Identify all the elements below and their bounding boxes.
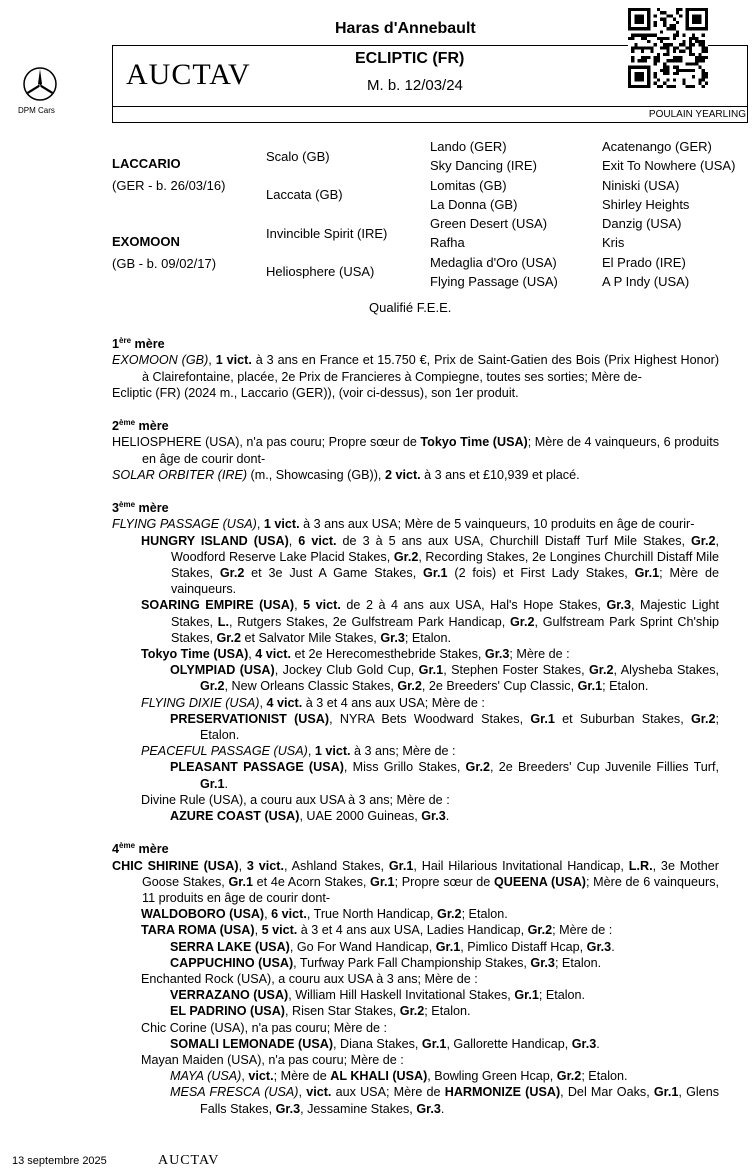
consignor-title: Haras d'Annebault: [335, 20, 476, 37]
produce-entry: SOMALI LEMONADE (USA), Diana Stakes, Gr.1, Gallorette Handicap, Gr.3.: [170, 1036, 600, 1051]
dam-entry: CHIC SHIRINE (USA), 3 vict., Ashland Stakes, Gr.1, Hail Hilarious Invitational Handicap, L.R., 3e Mother Goose Stakes, Gr.1 et 4e Acorn Stakes, Gr.1; Propre sœur de QUEENA (USA); Mère de 6 vainqueurs, 11 produits en âge de courir dont-: [112, 858, 719, 906]
dam-entry: FLYING PASSAGE (USA), 1 vict. à 3 ans aux USA; Mère de 5 vainqueurs, 10 produits en âge de courir-: [112, 517, 695, 532]
produce-entry: PEACEFUL PASSAGE (USA), 1 vict. à 3 ans; Mère de :: [141, 744, 456, 759]
produce-entry: MAYA (USA), vict.; Mère de AL KHALI (USA), Bowling Green Hcap, Gr.2; Etalon.: [170, 1069, 628, 1084]
produce-entry: TARA ROMA (USA), 5 vict. à 3 et 4 ans aux USA, Ladies Handicap, Gr.2; Mère de :: [141, 923, 613, 938]
pedigree-gen3-1: Sky Dancing (IRE): [430, 158, 537, 173]
produce-entry: Tokyo Time (USA), 4 vict. et 2e Herecomesthebride Stakes, Gr.3; Mère de :: [141, 647, 570, 662]
produce-entry: Chic Corine (USA), n'a pas couru; Mère de :: [141, 1020, 387, 1035]
sponsor-label: DPM Cars: [18, 106, 55, 115]
pedigree-sire: LACCARIO: [112, 156, 181, 171]
pedigree-gen2-0: Scalo (GB): [266, 149, 330, 164]
qr-code-icon[interactable]: [628, 8, 708, 88]
dam-entry: HELIOSPHERE (USA), n'a pas couru; Propre sœur de Tokyo Time (USA); Mère de 4 vainqueurs, 6 produits en âge de courir dont-: [112, 435, 719, 466]
pedigree-gen3-5: Rafha: [430, 235, 465, 250]
header-divider: [112, 106, 748, 107]
lot-category: POULAIN YEARLING: [648, 109, 746, 120]
pedigree-dam: EXOMOON: [112, 234, 180, 249]
produce-entry: CAPPUCHINO (USA), Turfway Park Fall Championship Stakes, Gr.3; Etalon.: [170, 955, 602, 970]
pedigree-gen4-5: Kris: [602, 235, 625, 250]
produce-entry: Divine Rule (USA), a couru aux USA à 3 ans; Mère de :: [141, 792, 450, 807]
dam-entry: EXOMOON (GB), 1 vict. à 3 ans en France et 15.750 €, Prix de Saint-Gatien des Bois (Prix Highest Honor) à Clairefontaine, placée, 2e Prix de Francieres à Compiegne, toutes ses sorties; Mère de-: [112, 353, 720, 384]
horse-subtitle: M. b. 12/03/24: [367, 77, 463, 94]
produce-entry: EL PADRINO (USA), Risen Star Stakes, Gr.2; Etalon.: [170, 1004, 471, 1019]
section-heading-1: 1ère mère: [112, 336, 165, 352]
pedigree-gen4-0: Acatenango (GER): [602, 139, 712, 154]
pedigree-gen4-3: Shirley Heights: [602, 197, 690, 212]
pedigree-gen4-6: El Prado (IRE): [602, 255, 686, 270]
produce-entry: PLEASANT PASSAGE (USA), Miss Grillo Stakes, Gr.2, 2e Breeders' Cup Juvenile Fillies Turf, Gr.1.: [170, 760, 719, 791]
produce-entry: WALDOBORO (USA), 6 vict., True North Handicap, Gr.2; Etalon.: [141, 907, 508, 922]
pedigree-gen4-2: Niniski (USA): [602, 178, 680, 193]
produce-entry: AZURE COAST (USA), UAE 2000 Guineas, Gr.3.: [170, 809, 450, 824]
pedigree-dam-info: (GB - b. 09/02/17): [112, 256, 217, 271]
produce-entry: FLYING DIXIE (USA), 4 vict. à 3 et 4 ans aux USA; Mère de :: [141, 695, 485, 710]
produce-entry: PRESERVATIONIST (USA), NYRA Bets Woodward Stakes, Gr.1 et Suburban Stakes, Gr.2; Etalon.: [170, 711, 719, 743]
mercedes-star-icon: [22, 66, 58, 102]
pedigree-sire-info: (GER - b. 26/03/16): [112, 178, 226, 193]
produce-entry: Mayan Maiden (USA), n'a pas couru; Mère de :: [141, 1053, 404, 1068]
pedigree-gen2-1: Laccata (GB): [266, 187, 343, 202]
produce-entry: SOLAR ORBITER (IRE) (m., Showcasing (GB)), 2 vict. à 3 ans et £10,939 et placé.: [112, 467, 580, 482]
pedigree-gen2-3: Heliosphere (USA): [266, 264, 375, 279]
produce-entry: SERRA LAKE (USA), Go For Wand Handicap, Gr.1, Pimlico Distaff Hcap, Gr.3.: [170, 939, 615, 954]
family-notes: [112, 333, 719, 1117]
footer-auctav-logo: AUCTAV: [158, 1153, 220, 1168]
produce-entry: VERRAZANO (USA), William Hill Haskell Invitational Stakes, Gr.1; Etalon.: [170, 988, 586, 1003]
auctav-logo: AUCTAV: [126, 58, 251, 91]
footer-date: 13 septembre 2025: [12, 1155, 107, 1167]
horse-name: ECLIPTIC (FR): [355, 50, 465, 67]
produce-entry: Enchanted Rock (USA), a couru aux USA à 3 ans; Mère de :: [141, 972, 478, 987]
pedigree-gen4-4: Danzig (USA): [602, 216, 682, 231]
produce-entry: OLYMPIAD (USA), Jockey Club Gold Cup, Gr.1, Stephen Foster Stakes, Gr.2, Alysheba Stakes, Gr.2, New Orleans Classic Stakes, Gr.2, 2e Breeders' Cup Classic, Gr.1; Etalon.: [170, 663, 719, 694]
pedigree-gen3-4: Green Desert (USA): [430, 216, 548, 231]
section-heading-3: 3ème mère: [112, 500, 169, 516]
pedigree-gen3-6: Medaglia d'Oro (USA): [430, 255, 557, 270]
pedigree-gen4-7: A P Indy (USA): [602, 274, 690, 289]
produce-entry: MESA FRESCA (USA), vict. aux USA; Mère de HARMONIZE (USA), Del Mar Oaks, Gr.1, Glens Falls Stakes, Gr.3, Jessamine Stakes, Gr.3.: [170, 1085, 719, 1116]
section-heading-2: 2ème mère: [112, 418, 169, 434]
pedigree-gen3-7: Flying Passage (USA): [430, 274, 558, 289]
pedigree-gen3-2: Lomitas (GB): [430, 178, 507, 193]
pedigree-gen4-1: Exit To Nowhere (USA): [602, 158, 736, 173]
pedigree-gen3-0: Lando (GER): [430, 139, 507, 154]
pedigree-gen3-3: La Donna (GB): [430, 197, 518, 212]
section-heading-4: 4ème mère: [112, 841, 169, 857]
produce-entry: SOARING EMPIRE (USA), 5 vict. de 2 à 4 ans aux USA, Hal's Hope Stakes, Gr.3, Majestic Light Stakes, L., Rutgers Stakes, 2e Gulfstream Park Handicap, Gr.2, Gulfstream Park Sprint Ch'ship Stakes, Gr.2 et Salvator Mile Stakes, Gr.3; Etalon.: [141, 598, 720, 645]
produce-entry: HUNGRY ISLAND (USA), 6 vict. de 3 à 5 ans aux USA, Churchill Distaff Turf Mile Stakes, Gr.2, Woodford Reserve Lake Placid Stakes, Gr.2, Recording Stakes, 2e Longines Churchill Distaff Mile Stakes, Gr.2 et 3e Just A Game Stakes, Gr.1 (2 fois) et First Lady Stakes, Gr.1; Mère de vainqueurs.: [141, 533, 720, 597]
qualification: Qualifié F.E.E.: [369, 300, 452, 315]
pedigree-gen2-2: Invincible Spirit (IRE): [266, 226, 388, 241]
produce-entry: Ecliptic (FR) (2024 m., Laccario (GER)), (voir ci-dessus), son 1er produit.: [112, 385, 519, 400]
